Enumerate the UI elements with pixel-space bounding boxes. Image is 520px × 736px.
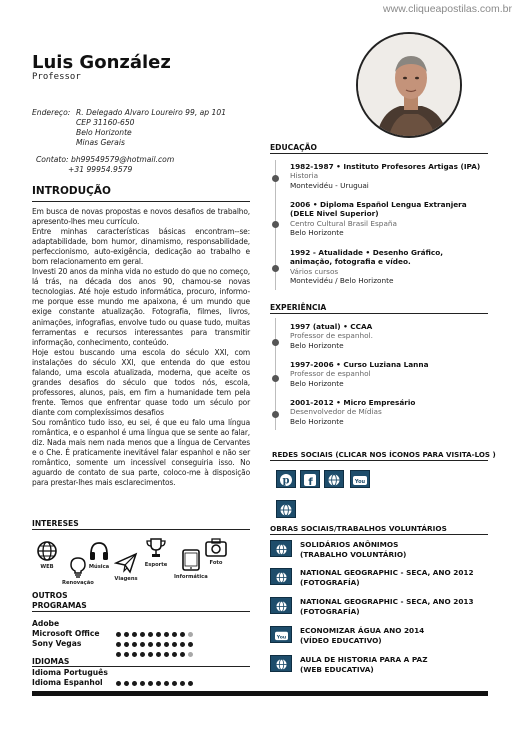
education-item-title: 1982-1987 • Instituto Profesores Artigas (IPA)	[290, 162, 481, 171]
interest-label: Viagens	[114, 576, 138, 582]
facebook-icon	[303, 473, 317, 487]
work-link-button[interactable]	[270, 540, 292, 557]
interest-foto	[204, 536, 228, 566]
profile-photo	[356, 32, 462, 138]
work-subtitle: (FOTOGRAFÍA)	[300, 606, 360, 616]
experience-item-title: 1997 (atual) • CCAA	[290, 322, 373, 331]
timeline-dot	[272, 339, 279, 346]
website-button[interactable]	[324, 470, 344, 488]
work-link-button[interactable]	[270, 597, 292, 614]
interest-label: Música	[88, 564, 110, 570]
globe-icon	[275, 543, 288, 556]
svg-text:f: f	[308, 477, 313, 487]
youtube-icon	[274, 629, 289, 642]
interest-web	[36, 540, 58, 570]
interest-musica	[88, 540, 110, 570]
experience-item	[290, 322, 486, 350]
programs-title-line2: PROGRAMAS	[32, 600, 87, 610]
program-name: Adobe	[32, 619, 60, 628]
interest-label: Renovação	[62, 580, 94, 586]
education-item-subtitle: Vários cursos	[290, 266, 339, 276]
watermark: www.cliqueapostilas.com.br	[383, 3, 512, 15]
social-rule	[270, 460, 488, 461]
pinterest-icon	[279, 473, 293, 487]
work-link-button[interactable]	[270, 626, 292, 643]
work-title: AULA DE HISTORIA PARA A PAZ	[300, 655, 428, 664]
contact-block	[36, 155, 174, 175]
phone-number: +31 99954.9579	[68, 165, 133, 174]
youtube-button[interactable]	[350, 470, 370, 488]
program-name: Microsoft Office	[32, 629, 100, 638]
pinterest-button[interactable]	[276, 470, 296, 488]
experience-title: EXPERIÊNCIA	[270, 303, 327, 312]
education-item	[290, 200, 486, 238]
language-name: Idioma Português	[32, 668, 108, 677]
skill-dot-filled	[132, 652, 137, 657]
experience-item-place: Belo Horizonte	[290, 378, 344, 388]
intro-paragraph: Entre minhas características básicas encontram--se: adaptabilidade, bom humor, dinamismo, responsabilidade, perfeccionismo, auto-exigência, dedicação ao trabalho e bom relacionamento em geral.	[32, 226, 250, 267]
interest-label: Esporte	[144, 562, 168, 568]
tablet-icon	[180, 548, 202, 572]
language-name: Idioma Espanhol	[32, 678, 103, 687]
intro-paragraph: Em busca de novas propostas e novos desafios de trabalho, apresento-lhes meu currículo.	[32, 206, 250, 227]
intro-paragraph: Investi 20 anos da minha vida no estudo do que no começo, lá trás, na década dos anos 90, chamou-se novas tecnologias. Até hoje estudo informática, procuro, informo-me porque esse mundo me apaixona, é um mundo que exige constante atualização. Fotografia, filmes, livros, animações, infografias, envolve tudo ou quase tudo, muitas ferramentas e recursos interessantes para transmitir informação, conhecimento, conteúdo.	[32, 266, 250, 347]
language-row	[32, 678, 103, 687]
intro-text	[32, 206, 250, 487]
interest-label: Foto	[209, 560, 223, 566]
experience-item	[290, 360, 486, 388]
education-item-title: 2006 • Diploma Español Lengua Extranjera (DELE Nivel Superior)	[290, 200, 467, 219]
work-title: SOLIDÁRIOS ANÔNIMOS	[300, 540, 399, 549]
interest-label: WEB	[40, 564, 54, 570]
intro-paragraph: Hoje estou buscando uma escola do século XXI, com instalações do século XXI, que entenda do que estou falando, uma escola atualizada, moderna, que aceite os grandes desafios do século que todos nós, escola, professores, alunos, pais, em fim a humanidade tem pela frente. Temos que enfrentar quase todo um século por diante com complexíssimos desafios	[32, 346, 250, 417]
work-subtitle: (FOTOGRAFÍA)	[300, 577, 360, 587]
education-item-subtitle: Centro Cultural Brasil España	[290, 218, 398, 228]
work-title: ECONOMIZAR ÁGUA ANO 2014	[300, 626, 425, 635]
skill-dot-filled	[124, 652, 129, 657]
timeline-dot	[272, 411, 279, 418]
globe-icon	[279, 503, 293, 517]
skill-dot-filled	[116, 652, 121, 657]
experience-item-place: Belo Horizonte	[290, 416, 344, 426]
skill-dot-filled	[156, 652, 161, 657]
skill-dot-filled	[140, 652, 145, 657]
work-subtitle: (VÍDEO EDUCATIVO)	[300, 635, 382, 645]
skill-dots	[116, 642, 196, 661]
youtube-icon	[352, 473, 368, 487]
address-line-1: R. Delegado Alvaro Loureiro 99, ap 101	[76, 108, 227, 117]
address-line-4: Minas Gerais	[76, 138, 125, 147]
svg-text:You: You	[276, 635, 286, 641]
intro-title: INTRODUÇÃO	[32, 185, 111, 197]
intro-rule	[32, 201, 250, 202]
works-title: OBRAS SOCIAIS/TRABALHOS VOLUNTÁRIOS	[270, 524, 447, 533]
interests-rule	[32, 529, 250, 530]
interests-row	[32, 534, 252, 594]
experience-item-subtitle: Professor de espanhol	[290, 369, 371, 379]
experience-item-subtitle: Desenvolvedor de Mídias	[290, 407, 382, 417]
interests-title: INTERESES	[32, 519, 79, 528]
skill-dot-filled	[164, 652, 169, 657]
education-item-title: 1992 - Atualidade • Desenho Gráfico, animação, fotografia e vídeo.	[290, 248, 444, 267]
globe-icon	[36, 540, 58, 562]
education-item-place: Montevidéu / Belo Horizonte	[290, 276, 394, 286]
programs-rule	[32, 611, 250, 612]
lightbulb-icon	[69, 556, 87, 578]
education-item-subtitle: Historia	[290, 171, 319, 181]
programs-title-line1: OUTROS	[32, 591, 68, 600]
interest-esporte	[144, 536, 168, 568]
education-rule	[270, 153, 488, 154]
experience-item-place: Belo Horizonte	[290, 340, 344, 350]
camera-icon	[204, 536, 228, 558]
intro-paragraph: Sou romântico tudo isso, eu sei, é que eu falo uma língua romântica, e o espanhol é uma língua que se sente ao falar, diz. Nada mais nem nada menos que a língua de Cervantes e o Che. É praticamente inevitável falar espanhol e não ser romântico, somente um incessível conseguiria isso. No aguardo de contato de sua parte, coloco-me à disposição para prestar-lhes mais esclarecimentos.	[32, 416, 250, 488]
education-title: EDUCAÇÃO	[270, 143, 318, 152]
skill-dot-filled	[148, 652, 153, 657]
education-item	[290, 162, 486, 190]
globe-icon	[275, 600, 288, 613]
work-title: NATIONAL GEOGRAPHIC - SECA, ANO 2013	[300, 597, 474, 606]
languages-title: IDIOMAS	[32, 657, 70, 666]
headphones-icon	[88, 540, 110, 562]
interest-informatica	[174, 548, 208, 580]
trophy-icon	[144, 536, 168, 560]
experience-item	[290, 398, 486, 426]
skill-dot-filled	[172, 652, 177, 657]
person-role: Professor	[32, 72, 81, 82]
work-subtitle: (WEB EDUCATIVA)	[300, 664, 374, 674]
svg-text:You: You	[354, 479, 366, 485]
interest-label: Informática	[174, 574, 208, 580]
works-rule	[270, 534, 488, 535]
globe-icon	[327, 473, 341, 487]
program-row	[32, 629, 100, 638]
paper-plane-icon	[114, 552, 138, 574]
social-title: REDES SOCIAIS (CLICAR NOS ÍCONOS PARA VISITA-LOS )	[272, 450, 496, 459]
program-name: Sony Vegas	[32, 639, 82, 648]
footer-bar	[32, 691, 488, 696]
address-block	[32, 108, 227, 147]
work-link-button[interactable]	[270, 568, 292, 585]
work-subtitle: (TRABALHO VOLUNTÁRIO)	[300, 549, 407, 559]
address-line-3: Belo Horizonte	[76, 128, 132, 137]
education-item	[290, 248, 486, 286]
globe-icon	[275, 658, 288, 671]
timeline-dot	[272, 265, 279, 272]
address-line-2: CEP 31160-650	[76, 118, 135, 127]
work-title: NATIONAL GEOGRAPHIC - SECA, ANO 2012	[300, 568, 474, 577]
website-button-2[interactable]	[276, 500, 296, 518]
person-name: Luis González	[32, 52, 171, 73]
education-item-place: Montevidéu - Uruguai	[290, 180, 369, 190]
address-label: Endereço:	[32, 108, 71, 117]
svg-text:p: p	[282, 475, 290, 487]
experience-item-title: 2001-2012 • Micro Empresário	[290, 398, 416, 407]
programs-title	[32, 591, 87, 610]
timeline-dot	[272, 175, 279, 182]
program-row	[32, 619, 59, 628]
experience-item-subtitle: Professor de espanhol.	[290, 331, 373, 341]
work-link-button[interactable]	[270, 655, 292, 672]
email-link[interactable]: bh99549579@hotmail.com	[71, 155, 175, 164]
skill-dot-filled	[180, 652, 185, 657]
contact-label: Contato:	[36, 155, 69, 164]
program-row	[32, 639, 81, 648]
education-item-place: Belo Horizonte	[290, 228, 344, 238]
timeline-dot	[272, 375, 279, 382]
experience-item-title: 1997-2006 • Curso Luziana Lanna	[290, 360, 429, 369]
languages-rule	[32, 666, 250, 667]
experience-rule	[270, 313, 488, 314]
language-row	[32, 668, 108, 677]
globe-icon	[275, 571, 288, 584]
timeline-dot	[272, 221, 279, 228]
facebook-button[interactable]	[300, 470, 320, 488]
skill-dot-empty	[188, 652, 193, 657]
interest-viagens	[114, 552, 138, 582]
